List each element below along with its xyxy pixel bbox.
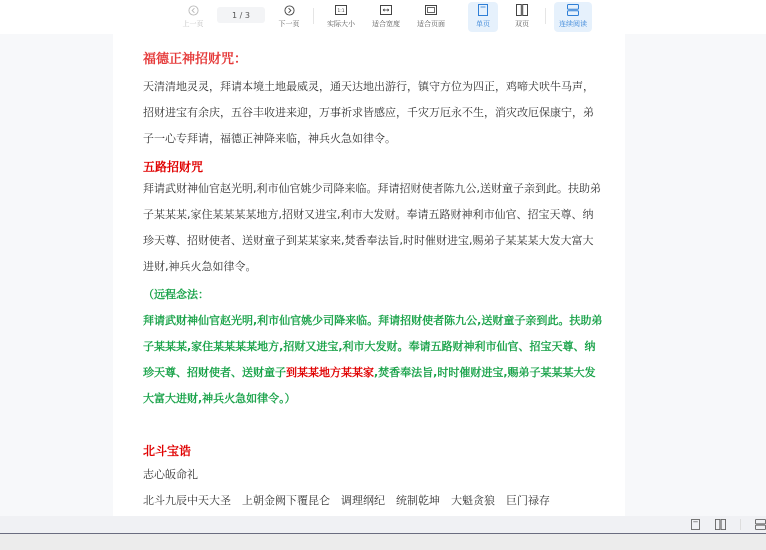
continuous-scroll-icon[interactable] — [755, 519, 766, 530]
page-indicator-text: 1 / 3 — [232, 10, 250, 20]
viewer-toolbar — [0, 0, 766, 34]
bottom-panel — [0, 534, 766, 550]
page-number-input[interactable] — [217, 7, 265, 23]
section-heading-fude: 福德正神招财咒： — [143, 52, 248, 67]
remote-body-part1: 拜请武财神仙官赵光明,利市仙官姚少司降来临。拜请招财使者陈九公,送财童子亲到此。扶助弟子某某某,家住某某某某地方,招财又进宝,利市大发财。奉请五路财神利市仙官、招宝天尊、纳珍天尊、招财使者、送财童子 — [143, 314, 603, 379]
actual-size-label: 实际大小 — [327, 20, 355, 28]
single-page-icon[interactable] — [690, 519, 701, 530]
remote-body-part2: ,焚香奉法旨,时时催财进宝,赐弟子某某某大发大富大进财,神兵火急如律令。） — [143, 366, 596, 405]
section-body-wulu: 拜请武财神仙官赵光明,利市仙官姚少司降来临。拜请招财使者陈九公,送财童子亲到此。扶助弟子某某某,家住某某某某地方,招财又进宝,利市大发财。奉请五路财神利市仙官、招宝天尊、纳珍天尊、招财使者、送财童子到某某家来,焚香奉法旨,时时催财进宝,赐弟子某某某大发大富大进财,神兵火急如律令。 — [143, 182, 601, 273]
single-page-icon — [477, 4, 489, 16]
section-heading-wulu: 五路招财咒 — [143, 160, 204, 174]
chevron-right-circle-icon — [283, 4, 295, 16]
section-heading-beidou: 北斗宝诰 — [143, 444, 192, 458]
actual-size-button[interactable] — [322, 2, 360, 32]
actual-size-icon — [335, 4, 347, 16]
next-page-label: 下一页 — [278, 20, 300, 28]
section-heading-remote: （远程念法： — [143, 288, 209, 301]
toolbar-divider — [545, 8, 546, 24]
double-page-icon — [516, 4, 528, 16]
document-content — [143, 50, 603, 514]
status-bar — [0, 516, 766, 534]
continuous-reading-button[interactable] — [554, 2, 592, 32]
single-page-button[interactable] — [468, 2, 498, 32]
chevron-left-circle-icon — [187, 4, 199, 16]
double-page-label: 双页 — [515, 20, 529, 28]
double-page-icon[interactable] — [715, 519, 726, 530]
prev-page-button[interactable] — [178, 2, 208, 32]
double-page-button[interactable] — [507, 2, 537, 32]
fit-page-button[interactable] — [412, 2, 450, 32]
prev-page-label: 上一页 — [182, 20, 204, 28]
single-page-label: 单页 — [476, 20, 490, 28]
continuous-reading-label: 连续阅读 — [559, 20, 587, 28]
fit-width-button[interactable] — [367, 2, 405, 32]
fit-page-label: 适合页面 — [417, 20, 445, 28]
section-line-beidou-1: 志心皈命礼 — [143, 468, 198, 481]
toolbar-divider — [313, 8, 314, 24]
remote-body-highlight: 到某某地方某某家 — [286, 366, 374, 379]
fit-width-icon — [380, 4, 392, 16]
svg-text:1:1: 1:1 — [337, 9, 345, 14]
section-body-remote — [143, 308, 603, 412]
section-body-fude: 天清清地灵灵，拜请本境土地最威灵，通天达地出游行，镇守方位为四正，鸡啼犬吠牛马声，招财进宝有余庆，五谷丰收进来迎，万事祈求皆感应，千灾万厄永不生，消灾改厄保康宁，弟子一心专拜请，福德正神降来临，神兵火急如律令。 — [143, 80, 594, 145]
section-line-beidou-2: 北斗九辰中天大圣 上朝金阙下覆昆仑 调理纲纪 统制乾坤 大魁贪狼 巨门禄存 — [143, 494, 550, 507]
fit-page-icon — [425, 4, 437, 16]
document-page — [113, 10, 625, 518]
fit-width-label: 适合宽度 — [372, 20, 400, 28]
next-page-button[interactable] — [274, 2, 304, 32]
continuous-scroll-icon — [567, 4, 579, 16]
status-divider — [740, 519, 741, 530]
